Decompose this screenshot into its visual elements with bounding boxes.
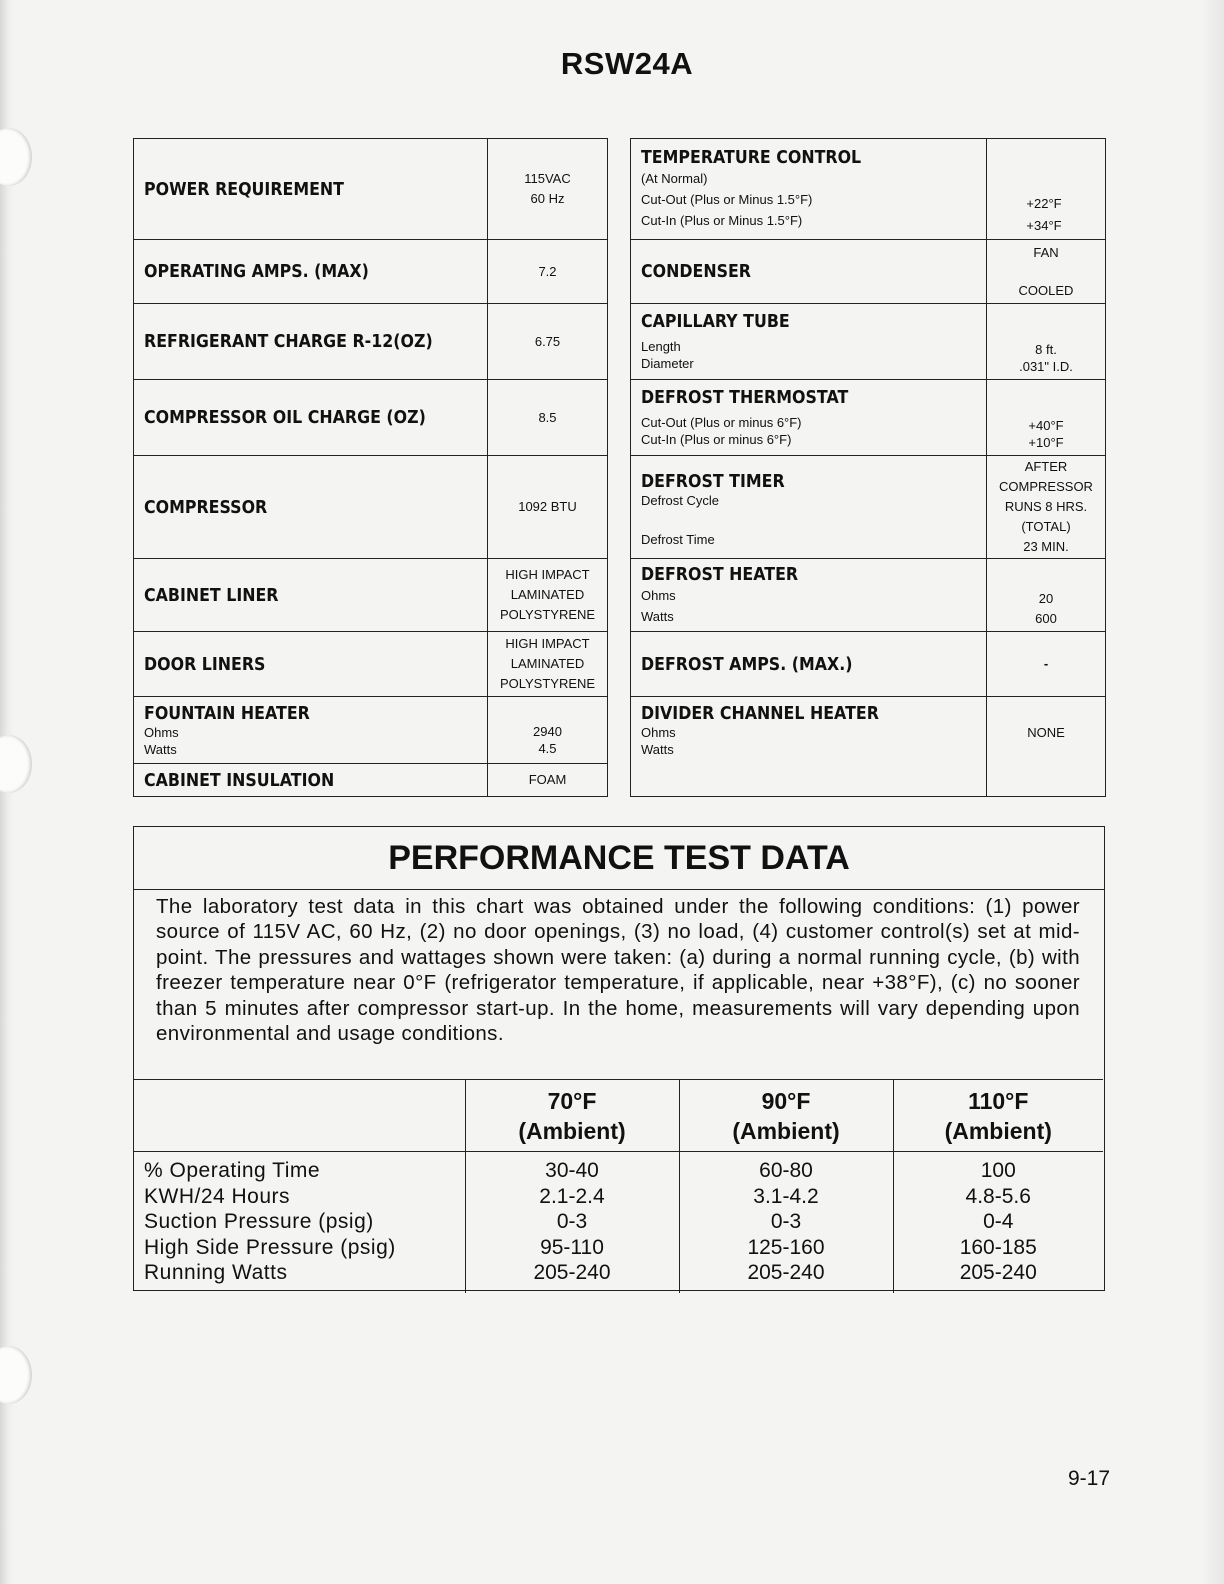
spec-label: DEFROST TIMER <box>641 470 785 492</box>
spec-label: DIVIDER CHANNEL HEATER <box>641 703 879 724</box>
spec-row-door-liners <box>134 632 608 697</box>
column-header <box>465 1080 679 1152</box>
spec-sublabel: Cut-In (Plus or Minus 1.5°F) <box>641 213 803 228</box>
row-label: KWH/24 Hours <box>144 1184 291 1208</box>
spec-label: COMPRESSOR <box>144 496 268 518</box>
cell-value: 205-240 <box>959 1261 1037 1284</box>
column-temp: 90°F <box>761 1087 811 1114</box>
spec-row-refrigerant <box>134 304 608 380</box>
spec-sublabel: Defrost Cycle <box>641 492 720 508</box>
performance-table <box>134 1079 1103 1293</box>
spec-value: (TOTAL) <box>1021 519 1071 534</box>
column-values-110 <box>893 1152 1103 1294</box>
spec-label: DEFROST HEATER <box>641 563 799 585</box>
performance-body-row <box>134 1152 1103 1294</box>
spec-value: +22°F <box>1026 196 1062 211</box>
column-temp: 110°F <box>968 1087 1029 1114</box>
spec-value: RUNS 8 HRS. <box>1004 499 1088 514</box>
spec-sublabel: (At Normal) <box>641 171 708 186</box>
spec-value: 23 MIN. <box>1023 539 1069 554</box>
spec-value: LAMINATED <box>510 656 585 671</box>
spec-value: COMPRESSOR <box>999 479 1093 494</box>
spec-label: OPERATING AMPS. (MAX) <box>144 261 369 282</box>
spec-label: REFRIGERANT CHARGE R-12(OZ) <box>144 331 433 352</box>
cell-value: 3.1-4.2 <box>753 1184 819 1208</box>
spec-sublabel: Ohms <box>144 724 179 740</box>
spec-sublabel: Watts <box>144 741 177 757</box>
spec-value: LAMINATED <box>510 587 585 602</box>
cell-value: 125-160 <box>747 1235 825 1259</box>
spec-value: 115VAC <box>524 171 571 186</box>
spec-sublabel: Cut-In (Plus or minus 6°F) <box>641 432 792 447</box>
spec-row-power <box>134 139 608 240</box>
spec-label: DEFROST AMPS. (MAX.) <box>641 653 853 675</box>
column-header <box>679 1080 893 1152</box>
spec-value: 2940 <box>533 724 562 739</box>
spec-row-divider-heater <box>631 697 1106 797</box>
page-right-edge <box>1202 0 1224 1584</box>
spec-value: 1092 BTU <box>518 499 577 514</box>
binder-hole <box>0 735 32 793</box>
spec-row-condenser <box>631 240 1106 304</box>
cell-value: 30-40 <box>545 1159 599 1182</box>
spec-sublabel: Cut-Out (Plus or minus 6°F) <box>641 415 802 430</box>
spec-label: DOOR LINERS <box>144 653 266 675</box>
spec-label: CABINET LINER <box>144 584 279 606</box>
column-sub: (Ambient) <box>732 1117 840 1144</box>
spec-row-insulation <box>134 764 608 797</box>
spec-value: FAN <box>1033 244 1059 260</box>
spec-value: 60 Hz <box>530 191 565 206</box>
row-label: Suction Pressure (psig) <box>144 1210 374 1233</box>
spec-value: FOAM <box>528 772 567 787</box>
spec-label: CONDENSER <box>641 261 751 282</box>
column-values-90 <box>679 1152 893 1294</box>
page-number: 9-17 <box>1068 1467 1111 1490</box>
spec-row-compressor <box>134 456 608 559</box>
spec-row-defrost-amps <box>631 632 1106 697</box>
spec-sublabel: Watts <box>641 742 674 757</box>
cell-value: 160-185 <box>959 1235 1037 1259</box>
spec-sublabel: Defrost Time <box>641 531 715 547</box>
cell-value: 205-240 <box>533 1261 611 1284</box>
header-blank <box>134 1080 465 1152</box>
spec-value: AFTER <box>1024 459 1068 474</box>
cell-value: 0-4 <box>983 1210 1014 1233</box>
spec-label: TEMPERATURE CONTROL <box>641 147 862 168</box>
spec-row-defrost-heater <box>631 559 1106 632</box>
cell-value: 100 <box>980 1159 1016 1182</box>
spec-row-oil <box>134 380 608 456</box>
spec-row-capillary <box>631 304 1106 380</box>
cell-value: 60-80 <box>759 1159 813 1182</box>
left-spec-table <box>133 138 608 797</box>
column-sub: (Ambient) <box>944 1117 1052 1144</box>
spec-label: FOUNTAIN HEATER <box>144 702 310 724</box>
spec-sublabel: Length <box>641 339 681 354</box>
spec-value: 20 <box>1038 591 1054 606</box>
cell-value: 95-110 <box>540 1235 604 1259</box>
row-label: Running Watts <box>144 1261 288 1284</box>
spec-row-amps <box>134 240 608 304</box>
spec-value: POLYSTYRENE <box>499 607 596 622</box>
spec-row-defrost-thermostat <box>631 380 1106 456</box>
spec-value: HIGH IMPACT <box>505 636 590 651</box>
spec-sublabel: Diameter <box>641 356 694 371</box>
spec-value: .031" I.D. <box>1019 359 1073 374</box>
performance-title: PERFORMANCE TEST DATA <box>134 827 1104 890</box>
spec-value: POLYSTYRENE <box>499 676 596 691</box>
cell-value: 2.1-2.4 <box>539 1184 605 1208</box>
cell-value: 0-3 <box>556 1210 588 1233</box>
binder-hole <box>0 1346 32 1404</box>
spec-value: - <box>1043 656 1049 671</box>
spec-label: COMPRESSOR OIL CHARGE (OZ) <box>144 407 426 428</box>
spec-sublabel: Ohms <box>641 587 676 603</box>
spec-label: DEFROST THERMOSTAT <box>641 387 849 408</box>
spec-value: +10°F <box>1028 435 1064 450</box>
spec-label: CAPILLARY TUBE <box>641 311 790 332</box>
column-values-70 <box>465 1152 679 1294</box>
spec-row-defrost-timer <box>631 456 1106 559</box>
spec-value: COOLED <box>1018 282 1074 298</box>
spec-sublabel: Ohms <box>641 725 676 740</box>
row-label: % Operating Time <box>144 1159 321 1182</box>
cell-value: 205-240 <box>747 1261 825 1284</box>
spec-row-temp-control <box>631 139 1106 240</box>
spec-value: HIGH IMPACT <box>505 567 590 582</box>
performance-test-section <box>133 826 1105 1291</box>
spec-value: NONE <box>1027 725 1065 740</box>
spec-value: 600 <box>1035 611 1057 626</box>
spec-row-fountain-heater <box>134 697 608 764</box>
spec-label: CABINET INSULATION <box>144 769 335 791</box>
column-header <box>893 1080 1103 1152</box>
spec-sublabel: Cut-Out (Plus or Minus 1.5°F) <box>641 192 813 207</box>
right-spec-table <box>630 138 1106 797</box>
column-temp: 70°F <box>547 1087 597 1114</box>
spec-value: 6.75 <box>534 333 561 349</box>
spec-value: 8.5 <box>538 409 557 425</box>
row-labels <box>134 1152 465 1294</box>
spec-value: 4.5 <box>538 741 557 756</box>
model-title: RSW24A <box>560 46 694 81</box>
spec-sublabel: Watts <box>641 608 674 624</box>
row-label: High Side Pressure (psig) <box>144 1235 396 1259</box>
cell-value: 0-3 <box>770 1210 802 1233</box>
spec-row-cabinet-liner <box>134 559 608 632</box>
binder-hole <box>0 128 32 186</box>
cell-value: 4.8-5.6 <box>965 1184 1031 1208</box>
performance-header-row <box>134 1080 1103 1152</box>
column-sub: (Ambient) <box>518 1117 626 1144</box>
spec-label: POWER REQUIREMENT <box>144 178 344 200</box>
performance-intro: The laboratory test data in this chart was obtained under the following conditions: (1) power source of 115V AC, 60 Hz, (2) no door openings, (3) no load, (4) customer control(s) set at mid-point. The pressures and wattages shown were taken: (a) during a normal running cycle, (b) with freezer temperature near 0°F (refrigerator temperature, if applicable, near +38°F), (c) no sooner than 5 minutes after compressor start-up. In the home, measurements will vary depending upon environmental and usage conditions. <box>156 895 1080 1046</box>
spec-value: +34°F <box>1026 218 1062 233</box>
spec-value: 7.2 <box>538 263 557 279</box>
spec-value: 8 ft. <box>1035 342 1057 357</box>
spec-value: +40°F <box>1028 418 1064 433</box>
